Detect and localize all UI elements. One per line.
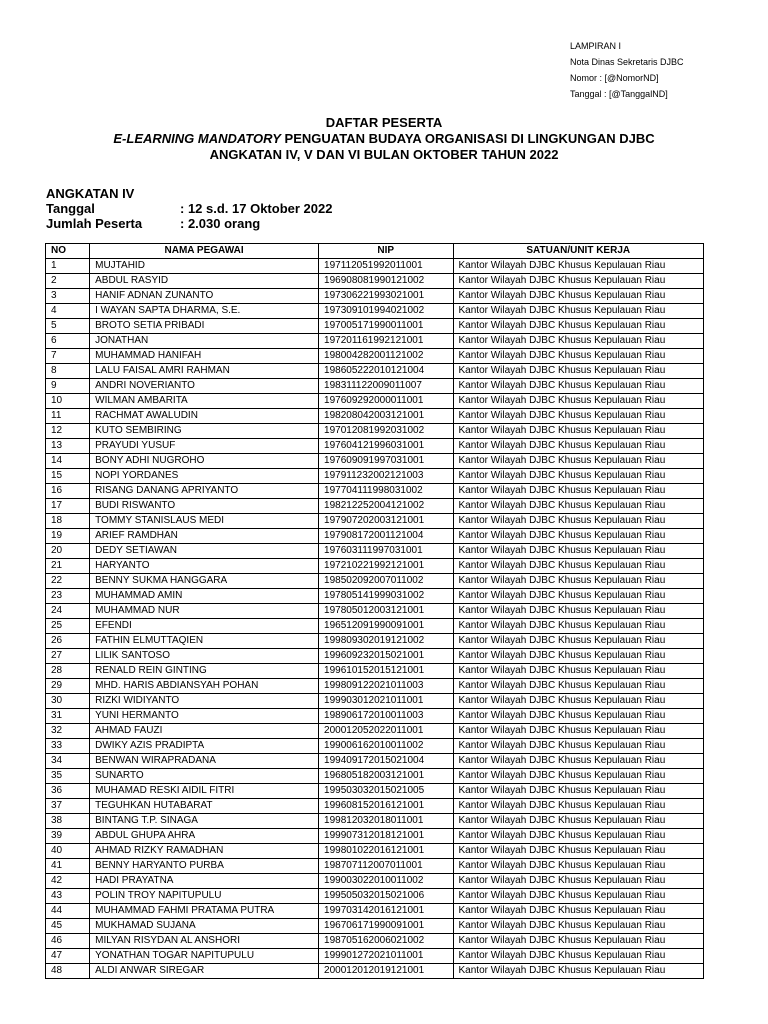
table-row: [46, 844, 704, 859]
employee-nip: 199006162010011002: [319, 739, 453, 754]
work-unit: Kantor Wilayah DJBC Khusus Kepulauan Riau: [453, 529, 704, 544]
table-row: [46, 544, 704, 559]
row-number: 35: [46, 769, 90, 784]
table-row: [46, 919, 704, 934]
work-unit: Kantor Wilayah DJBC Khusus Kepulauan Riau: [453, 424, 704, 439]
participant-count-value: : 2.030 orang: [180, 216, 261, 231]
participant-count-label: Jumlah Peserta: [46, 216, 143, 231]
attachment-label: LAMPIRAN I: [570, 41, 622, 51]
table-row: [46, 364, 704, 379]
row-number: 13: [46, 439, 90, 454]
row-number: 23: [46, 589, 90, 604]
row-number: 36: [46, 784, 90, 799]
employee-nip: 196805182003121001: [319, 769, 453, 784]
row-number: 16: [46, 484, 90, 499]
employee-name: DEDY SETIAWAN: [90, 544, 319, 559]
employee-name: ARIEF RAMDHAN: [90, 529, 319, 544]
work-unit: Kantor Wilayah DJBC Khusus Kepulauan Riau: [453, 874, 704, 889]
batch-date-value: : 12 s.d. 17 Oktober 2022: [180, 201, 333, 216]
employee-name: MUHAMAD RESKI AIDIL FITRI: [90, 784, 319, 799]
employee-name: ABDUL GHUPA AHRA: [90, 829, 319, 844]
employee-name: ABDUL RASYID: [90, 274, 319, 289]
table-row: [46, 559, 704, 574]
work-unit: Kantor Wilayah DJBC Khusus Kepulauan Riau: [453, 574, 704, 589]
employee-nip: 199809302019121002: [319, 634, 453, 649]
employee-nip: 199505032015021006: [319, 889, 453, 904]
employee-nip: 200012012019121001: [319, 964, 453, 979]
employee-name: MUHAMMAD NUR: [90, 604, 319, 619]
work-unit: Kantor Wilayah DJBC Khusus Kepulauan Riau: [453, 889, 704, 904]
employee-nip: 199003022010011002: [319, 874, 453, 889]
participant-table: [45, 243, 704, 979]
row-number: 39: [46, 829, 90, 844]
employee-name: YUNI HERMANTO: [90, 709, 319, 724]
table-row: [46, 574, 704, 589]
employee-nip: 198906172010011003: [319, 709, 453, 724]
work-unit: Kantor Wilayah DJBC Khusus Kepulauan Riau: [453, 709, 704, 724]
table-row: [46, 949, 704, 964]
employee-name: AHMAD RIZKY RAMADHAN: [90, 844, 319, 859]
employee-nip: 198208042003121001: [319, 409, 453, 424]
row-number: 41: [46, 859, 90, 874]
work-unit: Kantor Wilayah DJBC Khusus Kepulauan Riau: [453, 499, 704, 514]
work-unit: Kantor Wilayah DJBC Khusus Kepulauan Riau: [453, 904, 704, 919]
employee-name: RENALD REIN GINTING: [90, 664, 319, 679]
row-number: 18: [46, 514, 90, 529]
employee-name: MUHAMMAD AMIN: [90, 589, 319, 604]
employee-nip: 197603111997031001: [319, 544, 453, 559]
work-unit: Kantor Wilayah DJBC Khusus Kepulauan Riau: [453, 934, 704, 949]
employee-name: POLIN TROY NAPITUPULU: [90, 889, 319, 904]
employee-name: NOPI YORDANES: [90, 469, 319, 484]
work-unit: Kantor Wilayah DJBC Khusus Kepulauan Riau: [453, 859, 704, 874]
employee-name: BUDI RISWANTO: [90, 499, 319, 514]
work-unit: Kantor Wilayah DJBC Khusus Kepulauan Riau: [453, 469, 704, 484]
batch-date-label: Tanggal: [46, 201, 95, 216]
work-unit: Kantor Wilayah DJBC Khusus Kepulauan Riau: [453, 379, 704, 394]
table-row: [46, 454, 704, 469]
work-unit: Kantor Wilayah DJBC Khusus Kepulauan Riau: [453, 514, 704, 529]
work-unit: Kantor Wilayah DJBC Khusus Kepulauan Riau: [453, 289, 704, 304]
table-row: [46, 499, 704, 514]
row-number: 42: [46, 874, 90, 889]
column-header-no: NO: [46, 244, 90, 259]
table-row: [46, 589, 704, 604]
employee-nip: 198502092007011002: [319, 574, 453, 589]
work-unit: Kantor Wilayah DJBC Khusus Kepulauan Riau: [453, 739, 704, 754]
table-row: [46, 664, 704, 679]
employee-nip: 197012081992031002: [319, 424, 453, 439]
employee-name: ANDRI NOVERIANTO: [90, 379, 319, 394]
row-number: 44: [46, 904, 90, 919]
work-unit: Kantor Wilayah DJBC Khusus Kepulauan Riau: [453, 334, 704, 349]
employee-name: TEGUHKAN HUTABARAT: [90, 799, 319, 814]
row-number: 6: [46, 334, 90, 349]
employee-nip: 198004282001121002: [319, 349, 453, 364]
employee-name: PRAYUDI YUSUF: [90, 439, 319, 454]
row-number: 19: [46, 529, 90, 544]
employee-name: JONATHAN: [90, 334, 319, 349]
table-row: [46, 394, 704, 409]
employee-nip: 198605222010121004: [319, 364, 453, 379]
row-number: 5: [46, 319, 90, 334]
table-row: [46, 619, 704, 634]
employee-nip: 196706171990091001: [319, 919, 453, 934]
row-number: 38: [46, 814, 90, 829]
employee-nip: 197609292000011001: [319, 394, 453, 409]
employee-nip: 197805012003121001: [319, 604, 453, 619]
title-line-3: ANGKATAN IV, V DAN VI BULAN OKTOBER TAHUN 2022: [209, 147, 559, 162]
table-row: [46, 904, 704, 919]
table-body: [46, 259, 704, 979]
employee-nip: 198705162006021002: [319, 934, 453, 949]
employee-name: HARYANTO: [90, 559, 319, 574]
table-row: [46, 859, 704, 874]
employee-nip: 197911232002121003: [319, 469, 453, 484]
employee-nip: 197201161992121001: [319, 334, 453, 349]
table-row: [46, 799, 704, 814]
work-unit: Kantor Wilayah DJBC Khusus Kepulauan Riau: [453, 484, 704, 499]
work-unit: Kantor Wilayah DJBC Khusus Kepulauan Riau: [453, 619, 704, 634]
work-unit: Kantor Wilayah DJBC Khusus Kepulauan Riau: [453, 784, 704, 799]
row-number: 1: [46, 259, 90, 274]
row-number: 31: [46, 709, 90, 724]
work-unit: Kantor Wilayah DJBC Khusus Kepulauan Riau: [453, 304, 704, 319]
row-number: 33: [46, 739, 90, 754]
employee-nip: 199812032018011001: [319, 814, 453, 829]
employee-name: SUNARTO: [90, 769, 319, 784]
row-number: 11: [46, 409, 90, 424]
employee-nip: 197704111998031002: [319, 484, 453, 499]
work-unit: Kantor Wilayah DJBC Khusus Kepulauan Riau: [453, 559, 704, 574]
employee-name: BENNY SUKMA HANGGARA: [90, 574, 319, 589]
table-row: [46, 529, 704, 544]
table-row: [46, 964, 704, 979]
employee-name: RISANG DANANG APRIYANTO: [90, 484, 319, 499]
employee-name: RIZKI WIDIYANTO: [90, 694, 319, 709]
batch-info: [46, 186, 332, 231]
row-number: 9: [46, 379, 90, 394]
work-unit: Kantor Wilayah DJBC Khusus Kepulauan Riau: [453, 829, 704, 844]
table-row: [46, 754, 704, 769]
table-row: [46, 829, 704, 844]
work-unit: Kantor Wilayah DJBC Khusus Kepulauan Riau: [453, 949, 704, 964]
table-row: [46, 379, 704, 394]
work-unit: Kantor Wilayah DJBC Khusus Kepulauan Riau: [453, 679, 704, 694]
table-row: [46, 349, 704, 364]
employee-nip: 198212252004121002: [319, 499, 453, 514]
employee-nip: 199409172015021004: [319, 754, 453, 769]
table-row: [46, 694, 704, 709]
employee-nip: 198311122009011007: [319, 379, 453, 394]
employee-name: BROTO SETIA PRIBADI: [90, 319, 319, 334]
row-number: 20: [46, 544, 90, 559]
title-line-2: [0, 131, 768, 147]
employee-name: KUTO SEMBIRING: [90, 424, 319, 439]
table-row: [46, 634, 704, 649]
memo-date: Tanggal : [@TanggalND]: [570, 89, 668, 99]
table-row: [46, 409, 704, 424]
table-row: [46, 274, 704, 289]
employee-name: BINTANG T.P. SINAGA: [90, 814, 319, 829]
row-number: 48: [46, 964, 90, 979]
table-row: [46, 874, 704, 889]
row-number: 28: [46, 664, 90, 679]
row-number: 3: [46, 289, 90, 304]
work-unit: Kantor Wilayah DJBC Khusus Kepulauan Riau: [453, 394, 704, 409]
employee-name: MUHAMMAD HANIFAH: [90, 349, 319, 364]
work-unit: Kantor Wilayah DJBC Khusus Kepulauan Riau: [453, 724, 704, 739]
row-number: 25: [46, 619, 90, 634]
employee-name: AHMAD FAUZI: [90, 724, 319, 739]
employee-nip: 197609091997031001: [319, 454, 453, 469]
employee-name: BONY ADHI NUGROHO: [90, 454, 319, 469]
work-unit: Kantor Wilayah DJBC Khusus Kepulauan Riau: [453, 694, 704, 709]
row-number: 21: [46, 559, 90, 574]
work-unit: Kantor Wilayah DJBC Khusus Kepulauan Riau: [453, 634, 704, 649]
memo-number: Nomor : [@NomorND]: [570, 73, 659, 83]
row-number: 29: [46, 679, 90, 694]
employee-nip: 197908172001121004: [319, 529, 453, 544]
employee-nip: 199503032015021005: [319, 784, 453, 799]
employee-name: EFENDI: [90, 619, 319, 634]
employee-nip: 199907312018121001: [319, 829, 453, 844]
employee-name: RACHMAT AWALUDIN: [90, 409, 319, 424]
work-unit: Kantor Wilayah DJBC Khusus Kepulauan Riau: [453, 964, 704, 979]
table-row: [46, 709, 704, 724]
row-number: 46: [46, 934, 90, 949]
document-title: [0, 115, 768, 163]
row-number: 22: [46, 574, 90, 589]
row-number: 10: [46, 394, 90, 409]
title-italic-part: E-LEARNING MANDATORY: [113, 131, 281, 146]
table-row: [46, 469, 704, 484]
row-number: 7: [46, 349, 90, 364]
row-number: 17: [46, 499, 90, 514]
row-number: 26: [46, 634, 90, 649]
employee-nip: 199903012021011001: [319, 694, 453, 709]
row-number: 27: [46, 649, 90, 664]
work-unit: Kantor Wilayah DJBC Khusus Kepulauan Riau: [453, 844, 704, 859]
work-unit: Kantor Wilayah DJBC Khusus Kepulauan Riau: [453, 604, 704, 619]
work-unit: Kantor Wilayah DJBC Khusus Kepulauan Riau: [453, 589, 704, 604]
work-unit: Kantor Wilayah DJBC Khusus Kepulauan Riau: [453, 319, 704, 334]
table-row: [46, 289, 704, 304]
employee-name: LALU FAISAL AMRI RAHMAN: [90, 364, 319, 379]
employee-name: MHD. HARIS ABDIANSYAH POHAN: [90, 679, 319, 694]
row-number: 34: [46, 754, 90, 769]
table-row: [46, 514, 704, 529]
work-unit: Kantor Wilayah DJBC Khusus Kepulauan Riau: [453, 274, 704, 289]
employee-nip: 197907202003121001: [319, 514, 453, 529]
table-row: [46, 319, 704, 334]
work-unit: Kantor Wilayah DJBC Khusus Kepulauan Riau: [453, 649, 704, 664]
table-row: [46, 814, 704, 829]
work-unit: Kantor Wilayah DJBC Khusus Kepulauan Riau: [453, 364, 704, 379]
employee-name: I WAYAN SAPTA DHARMA, S.E.: [90, 304, 319, 319]
row-number: 30: [46, 694, 90, 709]
employee-nip: 199608152016121001: [319, 799, 453, 814]
work-unit: Kantor Wilayah DJBC Khusus Kepulauan Riau: [453, 409, 704, 424]
row-number: 47: [46, 949, 90, 964]
employee-name: TOMMY STANISLAUS MEDI: [90, 514, 319, 529]
table-row: [46, 769, 704, 784]
employee-nip: 196512091990091001: [319, 619, 453, 634]
employee-name: ALDI ANWAR SIREGAR: [90, 964, 319, 979]
row-number: 4: [46, 304, 90, 319]
batch-date-row: [46, 201, 332, 216]
work-unit: Kantor Wilayah DJBC Khusus Kepulauan Riau: [453, 454, 704, 469]
participant-count-row: [46, 216, 332, 231]
work-unit: Kantor Wilayah DJBC Khusus Kepulauan Riau: [453, 439, 704, 454]
employee-nip: 199801022016121001: [319, 844, 453, 859]
employee-name: WILMAN AMBARITA: [90, 394, 319, 409]
table-row: [46, 784, 704, 799]
employee-nip: 199703142016121001: [319, 904, 453, 919]
row-number: 12: [46, 424, 90, 439]
work-unit: Kantor Wilayah DJBC Khusus Kepulauan Riau: [453, 799, 704, 814]
column-header-name: NAMA PEGAWAI: [90, 244, 319, 259]
work-unit: Kantor Wilayah DJBC Khusus Kepulauan Riau: [453, 349, 704, 364]
employee-nip: 199609232015021001: [319, 649, 453, 664]
row-number: 2: [46, 274, 90, 289]
employee-name: HANIF ADNAN ZUNANTO: [90, 289, 319, 304]
employee-nip: 197309101994021002: [319, 304, 453, 319]
row-number: 8: [46, 364, 90, 379]
employee-nip: 199809122021011003: [319, 679, 453, 694]
employee-name: MUJTAHID: [90, 259, 319, 274]
batch-name: ANGKATAN IV: [46, 186, 135, 201]
work-unit: Kantor Wilayah DJBC Khusus Kepulauan Riau: [453, 814, 704, 829]
employee-name: BENWAN WIRAPRADANA: [90, 754, 319, 769]
table-row: [46, 739, 704, 754]
table-row: [46, 604, 704, 619]
table-row: [46, 304, 704, 319]
employee-name: MUKHAMAD SUJANA: [90, 919, 319, 934]
employee-nip: 197005171990011001: [319, 319, 453, 334]
employee-nip: 200012052022011001: [319, 724, 453, 739]
employee-nip: 197805141999031002: [319, 589, 453, 604]
work-unit: Kantor Wilayah DJBC Khusus Kepulauan Riau: [453, 544, 704, 559]
table-row: [46, 934, 704, 949]
row-number: 40: [46, 844, 90, 859]
work-unit: Kantor Wilayah DJBC Khusus Kepulauan Riau: [453, 769, 704, 784]
table-row: [46, 259, 704, 274]
table-row: [46, 724, 704, 739]
column-header-unit: SATUAN/UNIT KERJA: [453, 244, 704, 259]
title-line-1: DAFTAR PESERTA: [325, 115, 443, 130]
table-row: [46, 334, 704, 349]
employee-nip: 196908081990121002: [319, 274, 453, 289]
table-row: [46, 439, 704, 454]
table-row: [46, 889, 704, 904]
employee-nip: 199901272021011001: [319, 949, 453, 964]
memo-reference: Nota Dinas Sekretaris DJBC: [570, 57, 684, 67]
employee-nip: 197112051992011001: [319, 259, 453, 274]
employee-name: YONATHAN TOGAR NAPITUPULU: [90, 949, 319, 964]
row-number: 37: [46, 799, 90, 814]
row-number: 14: [46, 454, 90, 469]
work-unit: Kantor Wilayah DJBC Khusus Kepulauan Riau: [453, 754, 704, 769]
table-row: [46, 424, 704, 439]
employee-nip: 198707112007011001: [319, 859, 453, 874]
row-number: 24: [46, 604, 90, 619]
table-row: [46, 649, 704, 664]
employee-name: HADI PRAYATNA: [90, 874, 319, 889]
row-number: 43: [46, 889, 90, 904]
table-row: [46, 484, 704, 499]
row-number: 15: [46, 469, 90, 484]
employee-nip: 199610152015121001: [319, 664, 453, 679]
employee-name: MILYAN RISYDAN AL ANSHORI: [90, 934, 319, 949]
work-unit: Kantor Wilayah DJBC Khusus Kepulauan Riau: [453, 664, 704, 679]
title-rest-part: PENGUATAN BUDAYA ORGANISASI DI LINGKUNGAN DJBC: [280, 131, 655, 146]
employee-name: BENNY HARYANTO PURBA: [90, 859, 319, 874]
employee-nip: 197210221992121001: [319, 559, 453, 574]
work-unit: Kantor Wilayah DJBC Khusus Kepulauan Riau: [453, 259, 704, 274]
table-header-row: [46, 244, 704, 259]
employee-nip: 197306221993021001: [319, 289, 453, 304]
employee-name: LILIK SANTOSO: [90, 649, 319, 664]
row-number: 32: [46, 724, 90, 739]
column-header-nip: NIP: [319, 244, 453, 259]
employee-name: MUHAMMAD FAHMI PRATAMA PUTRA: [90, 904, 319, 919]
row-number: 45: [46, 919, 90, 934]
attachment-header: [570, 38, 684, 102]
employee-name: DWIKY AZIS PRADIPTA: [90, 739, 319, 754]
employee-name: FATHIN ELMUTTAQIEN: [90, 634, 319, 649]
employee-nip: 197604121996031001: [319, 439, 453, 454]
table-row: [46, 679, 704, 694]
work-unit: Kantor Wilayah DJBC Khusus Kepulauan Riau: [453, 919, 704, 934]
